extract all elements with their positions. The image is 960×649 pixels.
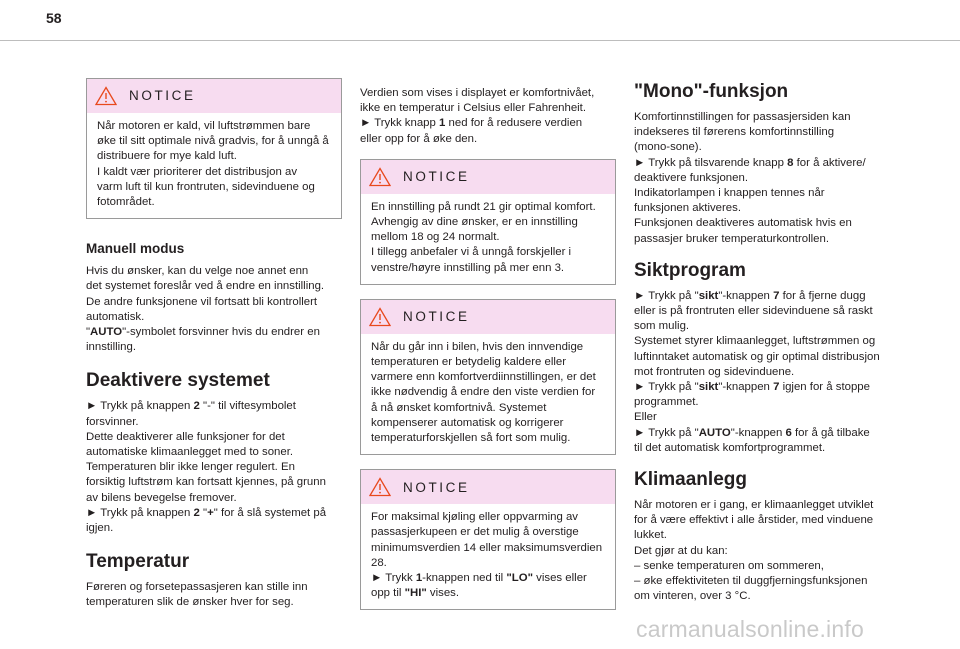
text-line: varmere enn komfortverdiinnstillingen, er det [371, 371, 596, 384]
section-heading-sikt: Siktprogram [634, 259, 746, 281]
text-line: Når motoren er i gang, er klimaanlegget utviklet [634, 499, 874, 512]
text-line: fotområdet. [97, 196, 155, 209]
text-line: varm luft til kun frontruten, sidevinduene og [97, 180, 315, 193]
text-line: som mulig. [634, 320, 690, 333]
text-line: For maksimal kjøling eller oppvarming av [371, 511, 578, 524]
text-line: En innstilling på rundt 21 gir optimal komfort. [371, 200, 596, 213]
text-line: Komfortinnstillingen for passasjersiden kan [634, 111, 851, 123]
text-line: temperaturen slik de ønsker hver for seg. [86, 596, 294, 609]
text-line: Eller [634, 411, 657, 424]
text-line: Det gjør at du kan: [634, 544, 728, 557]
notice-header [361, 160, 615, 194]
text-line: indekseres til førerens komfortinnstilling [634, 126, 835, 139]
text-line: funksjonen aktiveres. [634, 202, 742, 215]
notice-body [361, 504, 615, 609]
notice-body [87, 113, 341, 218]
text-line: innstilling. [86, 341, 137, 354]
text-line: eller is på frontruten eller sidevinduene så raskt [634, 305, 873, 318]
text-line: ikke nødvendig å endre den viste verdien for [371, 386, 596, 399]
text-line: Føreren og forsetepassasjeren kan stille inn [86, 581, 308, 594]
step-line: ► Trykk på "AUTO"-knappen 6 for å gå tilbake [634, 426, 870, 439]
notice-box-entering-vehicle [360, 299, 616, 455]
text-line: luftinntaket automatisk og gir optimal distribusjon [634, 350, 880, 363]
step-line: ► Trykk på knappen 2 "+" for å slå systemet på [86, 506, 327, 519]
header-divider [0, 40, 960, 41]
notice-body [361, 194, 615, 284]
step-line: ► Trykk på knappen 2 "-" til viftesymbolet [86, 400, 296, 413]
text-line: passasjerkupeen er det mulig å overstige [371, 526, 579, 539]
notice-box-cold-engine [86, 78, 342, 219]
notice-header [361, 300, 615, 334]
text-line: programmet. [634, 396, 699, 409]
text-line: lukket. [634, 529, 667, 542]
watermark: carmanualsonline.info [636, 616, 864, 642]
text-line: "AUTO"-symbolet forsvinner hvis du endrer en [86, 326, 320, 339]
text-line: forsiktig luftstrøm kan fortsatt kjennes, på grunn [86, 476, 326, 489]
notice-title: NOTICE [403, 479, 470, 495]
notice-box-max-cooling [360, 469, 616, 610]
warning-triangle-icon [369, 477, 391, 497]
text-line: til det automatisk komfortprogrammet. [634, 441, 826, 454]
notice-title: NOTICE [403, 309, 470, 325]
text-line: 28. [371, 556, 387, 569]
step-line: ► Trykk på "sikt"-knappen 7 igjen for å stoppe [634, 381, 870, 394]
text-line: Systemet styrer klimaanlegget, luftstrømmen og [634, 335, 876, 348]
text-line: øke til sitt optimale nivå gradvis, for å unngå å [97, 135, 329, 148]
text-line: – øke effektiviteten til duggfjerningsfunksjonen [634, 575, 868, 588]
text-line: det systemet foreslår ved å endre en innstilling. [86, 280, 325, 293]
text-line: De andre funksjonene vil fortsatt bli kontrollert [86, 295, 318, 308]
text-line: – senke temperaturen om sommeren, [634, 559, 824, 572]
section-heading-mono: "Mono"-funksjon [634, 81, 789, 102]
text-line: Hvis du ønsker, kan du velge noe annet enn [86, 265, 309, 278]
text-line: kompenserer automatisk og korrigerer [371, 416, 564, 429]
text-line: distribuere for mye kald luft. [97, 150, 237, 163]
text-line: venstre/høyre innstilling på mer enn 3. [371, 261, 565, 274]
text-line: passasjer bruker temperaturkontrollen. [634, 232, 829, 245]
text-line: minimumsverdien 14 eller maksimumsverdien [371, 541, 603, 554]
notice-header [87, 79, 341, 113]
text-line: ikke en temperatur i Celsius eller Fahrenheit. [360, 102, 587, 115]
text-line: mellom 18 og 24 normalt. [371, 231, 500, 244]
text-line: Temperaturen blir ikke lenger regulert. En [86, 461, 295, 474]
text-line: Indikatorlampen i knappen tennes når [634, 187, 825, 200]
text-line: om vinteren, over 3 °C. [634, 590, 751, 603]
text-line: (mono-sone). [634, 141, 702, 154]
notice-title: NOTICE [129, 88, 196, 104]
text-line: eller opp for å øke den. [360, 132, 478, 145]
step-line: ► Trykk på tilsvarende knapp 8 for å aktivere/ [634, 156, 866, 169]
text-line: opp til "HI" vises. [371, 587, 460, 600]
text-line: mot frontruten og sidevinduene. [634, 365, 795, 378]
page-number: 58 [46, 10, 62, 26]
column-1 [86, 78, 342, 611]
warning-triangle-icon [369, 307, 391, 327]
text-line: temperaturforskjellen så fort som mulig. [371, 432, 571, 445]
notice-header [361, 470, 615, 504]
step-line: ► Trykk knapp 1 ned for å redusere verdien [360, 117, 583, 130]
text-line: Avhengig av dine ønsker, er en innstilling [371, 216, 578, 229]
text-line: Verdien som vises i displayet er komfortnivået, [360, 87, 595, 99]
warning-triangle-icon [95, 86, 117, 106]
step-line: ► Trykk 1-knappen ned til "LO" vises eller [371, 572, 587, 585]
text-line: å nå ønsket komfortnivå. Systemet [371, 401, 547, 414]
column-3 [634, 80, 890, 604]
text-line: forsvinner. [86, 415, 139, 428]
text-line: automatiske klimaanlegget med to soner. [86, 446, 294, 459]
notice-box-comfort-setting [360, 159, 616, 285]
section-heading-klima: Klimaanlegg [634, 469, 747, 491]
text-line: deaktivere funksjonen. [634, 171, 748, 184]
section-heading-temperature: Temperatur [86, 551, 190, 573]
text-line: av bilens bevegelse fremover. [86, 491, 237, 504]
text-line: I kaldt vær prioriterer det distribusjon av [97, 165, 298, 178]
text-line: I tillegg anbefaler vi å unngå forskjeller i [371, 246, 572, 259]
text-line: Når du går inn i bilen, hvis den innvendige [371, 340, 584, 353]
text-line: Funksjonen deaktiveres automatisk hvis en [634, 217, 852, 230]
text-line: igjen. [86, 522, 114, 535]
text-line: for å være effektivt i alle årstider, med vinduene [634, 514, 874, 527]
text-line: Når motoren er kald, vil luftstrømmen bare [97, 120, 311, 132]
warning-triangle-icon [369, 167, 391, 187]
section-heading-deactivate: Deaktivere systemet [86, 370, 270, 392]
text-line: temperaturen er betydelig kaldere eller [371, 356, 567, 369]
column-2 [360, 86, 616, 610]
notice-body [361, 334, 615, 454]
text-line: Dette deaktiverer alle funksjoner for det [86, 430, 285, 443]
step-line: ► Trykk på "sikt"-knappen 7 for å fjerne dugg [634, 289, 866, 302]
section-heading-manual: Manuell modus [86, 241, 185, 257]
notice-title: NOTICE [403, 169, 470, 185]
text-line: automatisk. [86, 310, 145, 323]
